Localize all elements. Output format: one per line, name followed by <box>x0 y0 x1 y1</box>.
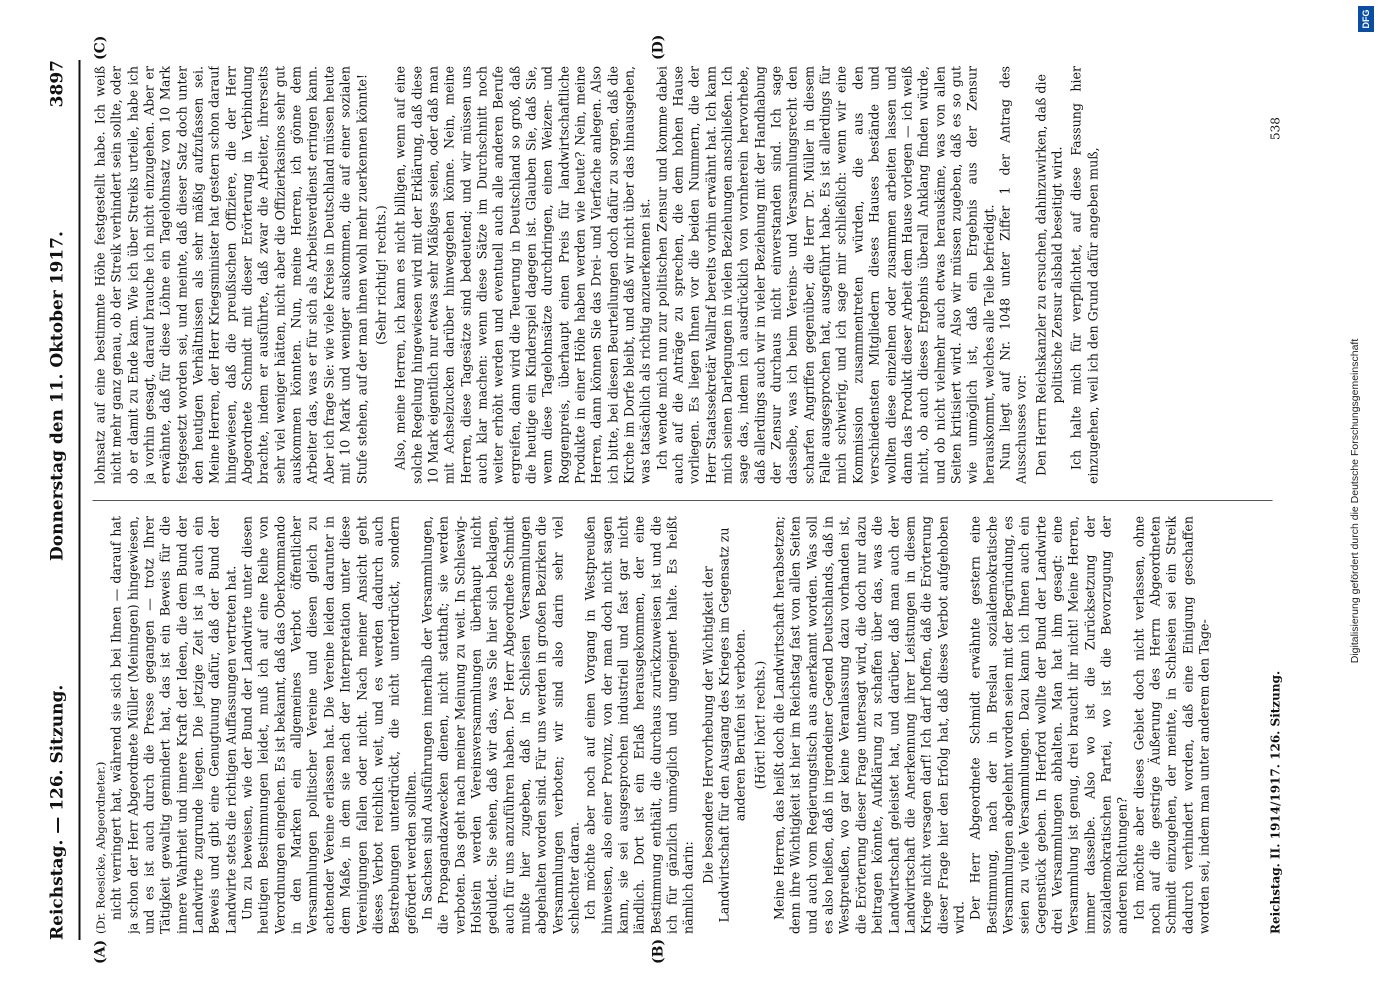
paragraph: Ich möchte aber noch auf einen Vorgang in Westpreußen hinweisen, also einer Provinz, von der man doch nicht sagen kann, sie sei ausgesprochen industriell und fast gar nicht ländlich. Dort ist ein Erlaß herausgekommen, der eine Bestimmung enthält, die durchaus zurückzuweisen ist und die ich für gänzlich unmöglich und ungeeignet halte. Es heißt nämlich darin: <box>582 516 696 934</box>
page-header <box>40 60 74 940</box>
block-quote: Die besondere Hervorhebung der Wichtigkeit der Landwirtschaft für den Ausgang des Krieges im Gegensatz zu anderen Berufen ist verboten. <box>699 527 748 923</box>
paragraph: Also, meine Herren, ich kann es nicht billigen, wenn auf eine solche Regelung hingewiesen wird mit der Erklärung, daß diese 10 Mark eigentlich nur etwas sehr Mäßiges seien, oder daß man mit Achselzucken darüber hinweggehen könne. Nein, meine Herren, diese Tagesätze sind bedeutend; und wir müssen uns auch klar machen: wenn diese Sätze im Durchschnitt noch weiter erhöht werden und eventuell auch alle anderen Berufe ergreifen, dann wird die Teuerung in Deutschland so groß, daß die heutige ein Kinderspiel dagegen ist. Glauben Sie, daß Sie, wenn diese Tagelohnsätze durchdringen, einen Weizen- und Roggenpreis, überhaupt einen Preis für landwirtschaftliche Produkte in einer Höhe haben werden wie heute? Nein, meine Herren, dann können Sie das Drei- und Vierfache anlegen. Also ich bitte, bei diesen Beurteilungen doch dafür zu sorgen, daß die Kirche im Dorfe bleibt, und daß wir nicht über das hinausgehen, was tatsächlich als richtig anzuerkennen ist. <box>392 66 653 484</box>
page-number: 3897 <box>47 60 67 108</box>
left-column <box>92 516 1262 934</box>
interjection: (Sehr richtig! rechts.) <box>372 205 388 345</box>
dfg-logo-text: DFG <box>1361 9 1371 29</box>
margin-mark-b: (B) <box>650 938 666 964</box>
margin-mark-a: (A) <box>92 939 108 964</box>
dfg-logo-icon <box>1358 6 1374 32</box>
paragraph: lohnsatz auf eine bestimmte Höhe festgestellt habe. Ich weiß nicht mehr ganz genau, ob der Streik verhindert sein sollte, oder ob er damit zu Ende kam. Wie ich über Streiks urteile, habe ich ja vorhin gesagt, darauf brauche ich nicht einzugehen. Aber er erwähnte, daß für diese Löhne ein Tagelohnsatz von 10 Mark festgesetzt worden sei, und meinte, daß dieser Satz doch unter den heutigen Verhältnissen als sehr mäßig aufzufassen sei. Meine Herren, der Herr Kriegsminister hat gestern schon darauf hingewiesen, daß die preußischen Offiziere, die der Herr Abgeordnete Schmidt mit dieser Erörterung in Verbindung brachte, indem er ausführte, daß zwar die Arbeiter, ihrerseits sehr viel weniger hätten, nicht aber die Offizierkasinos sehr gut auskommen könnten. Nun, meine Herren, ich gönne dem Arbeiter das, was er für sich als Arbeitsverdienst erringen kann. Aber ich frage Sie: wie viele Kreise in Deutschland müssen heute mit 10 Mark und weniger auskommen, die auf einer sozialen Stufe stehen, auf der man ihnen wohl mehr zuerkennen könnte! <box>92 66 369 484</box>
block-quote: Den Herrn Reichskanzler zu ersuchen, dahinzuwirken, daß die politische Zensur alsbald beseitigt wird. <box>1032 74 1064 476</box>
paragraph: Meine Herren, das heißt doch die Landwirtschaft herabsetzen; denn ihre Wichtigkeit ist hier im Reichstag fast von allen Seiten und auch vom Regierungstisch aus anerkannt worden. Was soll es also heißen, daß in irgendeiner Gegend Deutschlands, daß in Westpreußen, wo gar keine Veranlassung dazu vorhanden ist, die Erörterung dieser Frage untersagt wird, die doch nur dazu beitragen könnte, Aufklärung zu schaffen über das, was die Landwirtschaft geleistet hat, und darüber, daß man auch der Landwirtschaft die Anerkennung ihrer Leistungen in diesem Kriege nicht versagen darf! Ich darf hoffen, daß die Erörterung dieser Frage hier den Erfolg hat, daß dieses Verbot aufgehoben wird. <box>771 516 966 934</box>
interjection: (Hört! hört! rechts.) <box>751 660 767 790</box>
speaker-line: (Dr. Roesicke, Abgeordneter.) <box>93 761 107 934</box>
header-left: Reichstag. — 126. Sitzung. <box>47 684 67 940</box>
header-date: Donnerstag den 11. Oktober 1917. <box>47 231 67 561</box>
margin-mark-c: (C) <box>92 35 108 60</box>
paragraph: Ich wende mich nun zur politischen Zensur und komme dabei auch auf die Anträge zu sprechen, die dem hohen Hause vorliegen. Es liegen Ihnen vor die beiden Nummern, die der Herr Staatssekretär Wallraf bereits vorhin erwähnt hat. Ich kann mich seinen Darlegungen in vielen Beziehungen anschließen. Ich sage das, indem ich ausdrücklich von vornherein hervorhebe, daß allerdings auch wir in vieler Beziehung mit der Handhabung der Zensur durchaus nicht einverstanden sind. Ich sage dasselbe, was ich beim Vereins- und Versammlungsrecht den scharfen Angriffen gegenüber, die Herr Dr. Müller in diesem Falle ausgesprochen hat, ausgeführt habe. Es ist allerdings für mich schwierig, und ich sage mir schließlich: wenn wir eine Kommission zusammentreten würden, die aus den verschiedensten Mitgliedern dieses Hauses bestände und wollten diese einzelnen oder zusammen arbeiten lassen und dann das Produkt dieser Arbeit dem Hause vorlegen — ich weiß nicht, ob auch dieses Ergebnis überall Anklang finden würde, und ob nicht vielmehr auch etwas herauskäme, was von allen Seiten kritisiert wird. Also wir müssen zugeben, daß es so gut wie unmöglich ist, daß ein Ergebnis aus der Zensur herauskommt, welches alle Teile befriedigt. <box>653 66 996 484</box>
paragraph: Um zu beweisen, wie der Bund der Landwirte unter diesen heutigen Bestimmungen leidet, muß ich auf eine Reihe von Verordnungen eingehen. Es ist bekannt, daß das Oberkommando in den Marken ein allgemeines Verbot öffentlicher Versammlungen politischer Vereine und diesen gleich zu achtender Vereine erlassen hat. Die Vereine leiden darunter in dem Maße, in dem sie nach der Interpretation unter diese Vereinigungen fallen oder nicht. Nach meiner Ansicht geht dieses Verbot reichlich weit, und es werden dadurch auch Bestrebungen unterdrückt, die nicht unterdrückt, sondern gefördert werden sollten. <box>239 516 418 934</box>
paragraph: Nun liegt auf Nr. 1048 unter Ziffer 1 der Antrag des Ausschusses vor: <box>996 66 1029 484</box>
column-divider <box>92 500 1272 501</box>
digitization-credit <box>1341 8 1369 993</box>
footer-signature: Reichstag. II. 1914/1917. 126. Sitzung. <box>1268 670 1282 934</box>
paragraph: Der Herr Abgeordnete Schmidt erwähnte gestern eine Bestimmung, nach der in Breslau sozialdemokratische Versammlungen abgelehnt worden seien mit der Begründung, es seien zu viele Versammlungen. Dazu kann ich Ihnen auch ein Gegenstück geben. In Herford wollte der Bund der Landwirte drei Versammlungen abhalten. Man hat ihm gesagt: eine Versammlung ist genug, drei braucht ihr nicht! Meine Herren, immer dasselbe. Also wo ist die Zurücksetzung der sozialdemokratischen Partei, wo ist die Bevorzugung der anderen Richtungen? <box>967 516 1130 934</box>
credit-text: Digitalisierung gefördert durch die Deutsche Forschungsgemeinschaft <box>1349 338 1361 663</box>
paragraph: In Sachsen sind Ausführungen innerhalb der Versammlungen, die Propagandazwecken dienen, nicht statthaft; sie werden verboten. Das geht nach meiner Meinung zu weit. In Schleswig-Holstein werden Vereinsversammlungen überhaupt nicht geduldet. Sie sehen, daß wir das, was Sie hier sich beklagen, auch für uns anzuführen haben. Der Herr Abgeordnete Schmidt mußte hier zugeben, daß in Schlesien Versammlungen abgehalten worden sind. Für uns werden in großen Bezirken die Versammlungen verboten; wir sind also darin sehr viel schlechter daran. <box>418 516 581 934</box>
paragraph: nicht verringert hat, während sie sich bei Ihnen — darauf hat ja schon der Herr Abgeordnete Müller (Meiningen) hingewiesen, und es ist auch durch die Presse gegangen — trotz Ihrer Tätigkeit gewaltig gemindert hat, das ist ein Beweis für die innere Wahrheit und innere Kraft der Ideen, die dem Bund der Landwirte zugrunde liegen. Die jetzige Zeit ist ja auch ein Beweis und gibt eine Genugtuung dafür, daß der Bund der Landwirte stets die richtigen Auffassungen vertreten hat. <box>108 516 238 934</box>
header-rule <box>78 60 80 940</box>
paragraph: Ich möchte aber dieses Gebiet doch nicht verlassen, ohne noch auf die gestrige Äußerung des Herrn Abgeordneten Schmidt einzugehen, der meinte, in Schlesien sei ein Streik dadurch verhindert worden, daß eine Einigung geschaffen worden sei, indem man unter anderem den Tage- <box>1130 516 1212 934</box>
footer-sheet-number: 538 <box>1268 117 1282 140</box>
margin-mark-d: (D) <box>650 34 666 60</box>
right-column <box>92 66 1262 484</box>
paragraph: Ich halte mich für verpflichtet, auf diese Fassung hier einzugehen, weil ich den Grund dafür angeben muß, <box>1068 66 1100 484</box>
